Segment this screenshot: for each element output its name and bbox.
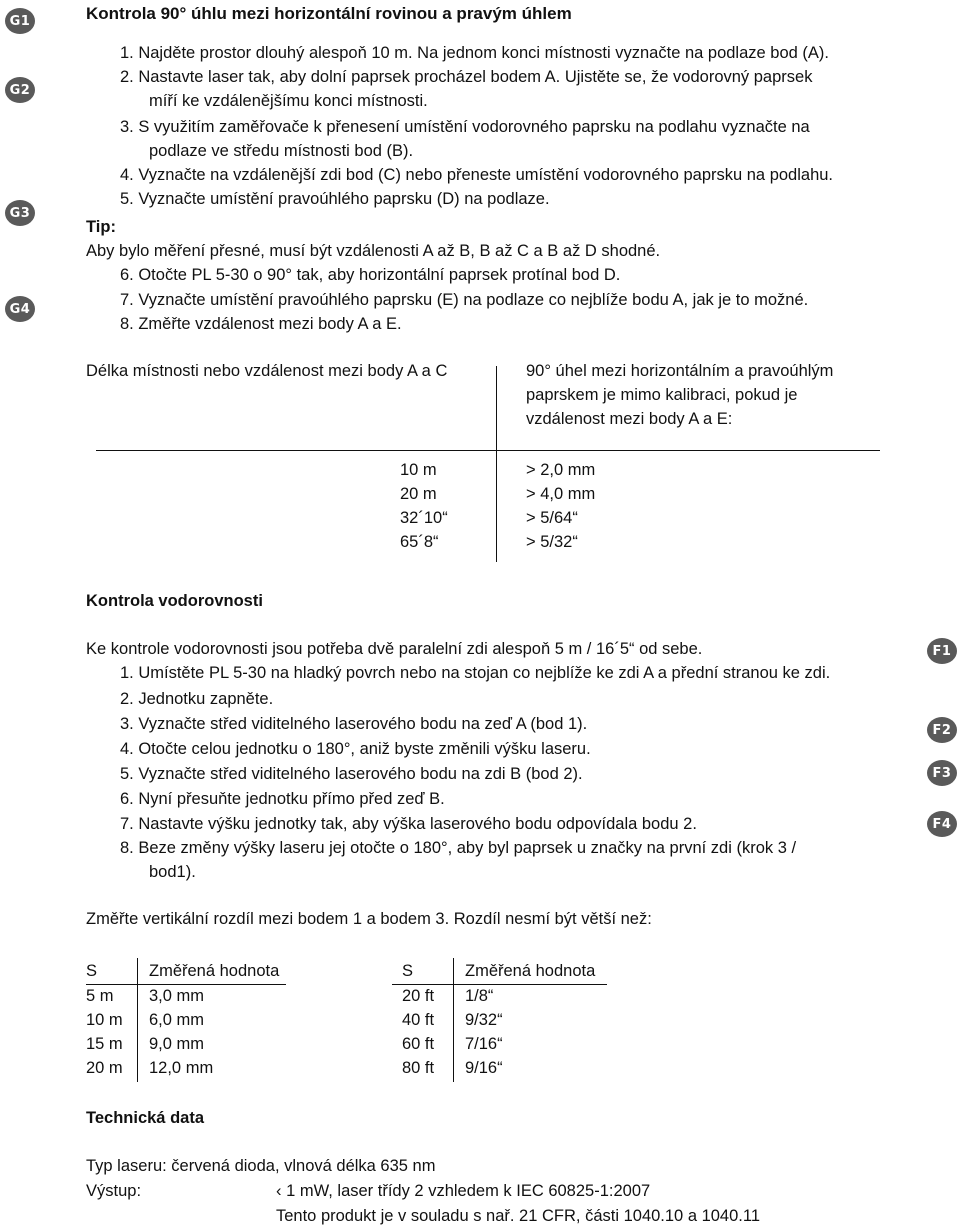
table-cell-tolerance: > 5/64“ bbox=[526, 509, 578, 527]
list-item: 1. Najděte prostor dlouhý alespoň 10 m. Na jednom konci místnosti vyznačte na podlaze bod (A). bbox=[120, 44, 829, 62]
table-cell: 9,0 mm bbox=[149, 1035, 205, 1053]
table-cell: 40 ft bbox=[402, 1011, 435, 1029]
table-cell-tolerance: > 4,0 mm bbox=[526, 485, 596, 503]
tip-text: Aby bylo měření přesné, musí být vzdálenosti A až B, B až C a B až D shodné. bbox=[86, 242, 661, 260]
laser-type: Typ laseru: červená dioda, vlnová délka 635 nm bbox=[86, 1157, 436, 1175]
section-title-level-check: Kontrola vodorovnosti bbox=[86, 592, 263, 610]
list-item: 2. Nastavte laser tak, aby dolní paprsek procházel bodem A. Ujistěte se, že vodorovný paprsek bbox=[120, 68, 813, 86]
table-cell: 6,0 mm bbox=[149, 1011, 205, 1029]
list-item: 7. Vyznačte umístění pravoúhlého paprsku (E) na podlaze co nejblíže bodu A, jak je to možné. bbox=[120, 291, 809, 309]
table-header-right: 90° úhel mezi horizontálním a pravoúhlým bbox=[526, 362, 834, 380]
measure-text: Změřte vertikální rozdíl mezi bodem 1 a bodem 3. Rozdíl nesmí být větší než: bbox=[86, 910, 652, 928]
list-item: 6. Otočte PL 5-30 o 90° tak, aby horizontální paprsek protínal bod D. bbox=[120, 266, 621, 284]
table-cell: 12,0 mm bbox=[149, 1059, 214, 1077]
list-item: 4. Otočte celou jednotku o 180°, aniž byste změnili výšku laseru. bbox=[120, 740, 591, 758]
list-item-continuation: bod1). bbox=[149, 863, 196, 881]
table-cell: 7/16“ bbox=[465, 1035, 503, 1053]
list-item: 3. S využitím zaměřovače k přenesení umístění vodorovného paprsku na podlahu vyznačte na bbox=[120, 118, 810, 136]
table-cell: 10 m bbox=[86, 1011, 123, 1029]
list-item: 3. Vyznačte střed viditelného laserového bodu na zeď A (bod 1). bbox=[120, 715, 588, 733]
table-cell: 80 ft bbox=[402, 1059, 435, 1077]
table-cell: 20 m bbox=[86, 1059, 123, 1077]
table-cell-tolerance: > 5/32“ bbox=[526, 533, 578, 551]
table-divider-vertical bbox=[137, 958, 138, 1082]
list-item: 5. Vyznačte střed viditelného laserového bodu na zdi B (bod 2). bbox=[120, 765, 583, 783]
output-value: ‹ 1 mW, laser třídy 2 vzhledem k IEC 60825-1:2007 bbox=[276, 1182, 651, 1200]
table-header-value: Změřená hodnota bbox=[149, 962, 280, 980]
list-item: 8. Beze změny výšky laseru jej otočte o 180°, aby byl paprsek u značky na první zdi (krok 3 / bbox=[120, 839, 797, 857]
table-cell-distance: 32´10“ bbox=[400, 509, 448, 527]
list-item-continuation: míří ke vzdálenějšímu konci místnosti. bbox=[149, 92, 428, 110]
section-title-90-check: Kontrola 90° úhlu mezi horizontální rovinou a pravým úhlem bbox=[86, 4, 572, 23]
table-cell: 3,0 mm bbox=[149, 987, 205, 1005]
list-item: 1. Umístěte PL 5-30 na hladký povrch nebo na stojan co nejblíže ke zdi A a přední stranou ke zdi. bbox=[120, 664, 831, 682]
g1-badge-icon: G1 bbox=[5, 8, 35, 34]
table-header-right: vzdálenost mezi body A a E: bbox=[526, 410, 733, 428]
table-header-s: S bbox=[402, 962, 414, 980]
section-title-tech-data: Technická data bbox=[86, 1109, 204, 1127]
list-item: 8. Změřte vzdálenost mezi body A a E. bbox=[120, 315, 402, 333]
table-cell: 60 ft bbox=[402, 1035, 435, 1053]
list-item: 6. Nyní přesuňte jednotku přímo před zeď B. bbox=[120, 790, 445, 808]
table-divider-vertical bbox=[453, 958, 454, 1082]
table-cell: 5 m bbox=[86, 987, 114, 1005]
f2-badge-icon: F2 bbox=[927, 717, 957, 743]
g4-badge-icon: G4 bbox=[5, 296, 35, 322]
table-header-right: paprskem je mimo kalibraci, pokud je bbox=[526, 386, 798, 404]
table-cell: 1/8“ bbox=[465, 987, 494, 1005]
list-item-continuation: podlaze ve středu místnosti bod (B). bbox=[149, 142, 414, 160]
table-cell-distance: 20 m bbox=[400, 485, 437, 503]
g2-badge-icon: G2 bbox=[5, 77, 35, 103]
table-cell: 9/32“ bbox=[465, 1011, 503, 1029]
table-cell: 20 ft bbox=[402, 987, 435, 1005]
f3-badge-icon: F3 bbox=[927, 760, 957, 786]
g3-badge-icon: G3 bbox=[5, 200, 35, 226]
table-cell-distance: 10 m bbox=[400, 461, 437, 479]
f1-badge-icon: F1 bbox=[927, 638, 957, 664]
list-item: 5. Vyznačte umístění pravoúhlého paprsku (D) na podlaze. bbox=[120, 190, 550, 208]
output-label: Výstup: bbox=[86, 1182, 142, 1200]
list-item: 2. Jednotku zapněte. bbox=[120, 690, 274, 708]
compliance-text: Tento produkt je v souladu s nař. 21 CFR, části 1040.10 a 1040.11 bbox=[276, 1207, 760, 1225]
table-cell: 15 m bbox=[86, 1035, 123, 1053]
table-cell-tolerance: > 2,0 mm bbox=[526, 461, 596, 479]
table-divider-horizontal bbox=[392, 984, 607, 985]
table-header-left: Délka místnosti nebo vzdálenost mezi body A a C bbox=[86, 362, 448, 380]
section-intro: Ke kontrole vodorovnosti jsou potřeba dvě paralelní zdi alespoň 5 m / 16´5“ od sebe. bbox=[86, 640, 703, 658]
table-header-s: S bbox=[86, 962, 98, 980]
list-item: 7. Nastavte výšku jednotky tak, aby výška laserového bodu odpovídala bodu 2. bbox=[120, 815, 697, 833]
list-item: 4. Vyznačte na vzdálenější zdi bod (C) nebo přeneste umístění vodorovného paprsku na podlahu. bbox=[120, 166, 834, 184]
table-cell: 9/16“ bbox=[465, 1059, 503, 1077]
tip-label: Tip: bbox=[86, 218, 116, 236]
table-divider-horizontal bbox=[96, 450, 880, 451]
table-header-value: Změřená hodnota bbox=[465, 962, 596, 980]
table-divider-horizontal bbox=[86, 984, 286, 985]
table-cell-distance: 65´8“ bbox=[400, 533, 439, 551]
f4-badge-icon: F4 bbox=[927, 811, 957, 837]
table-divider-vertical bbox=[496, 366, 497, 562]
